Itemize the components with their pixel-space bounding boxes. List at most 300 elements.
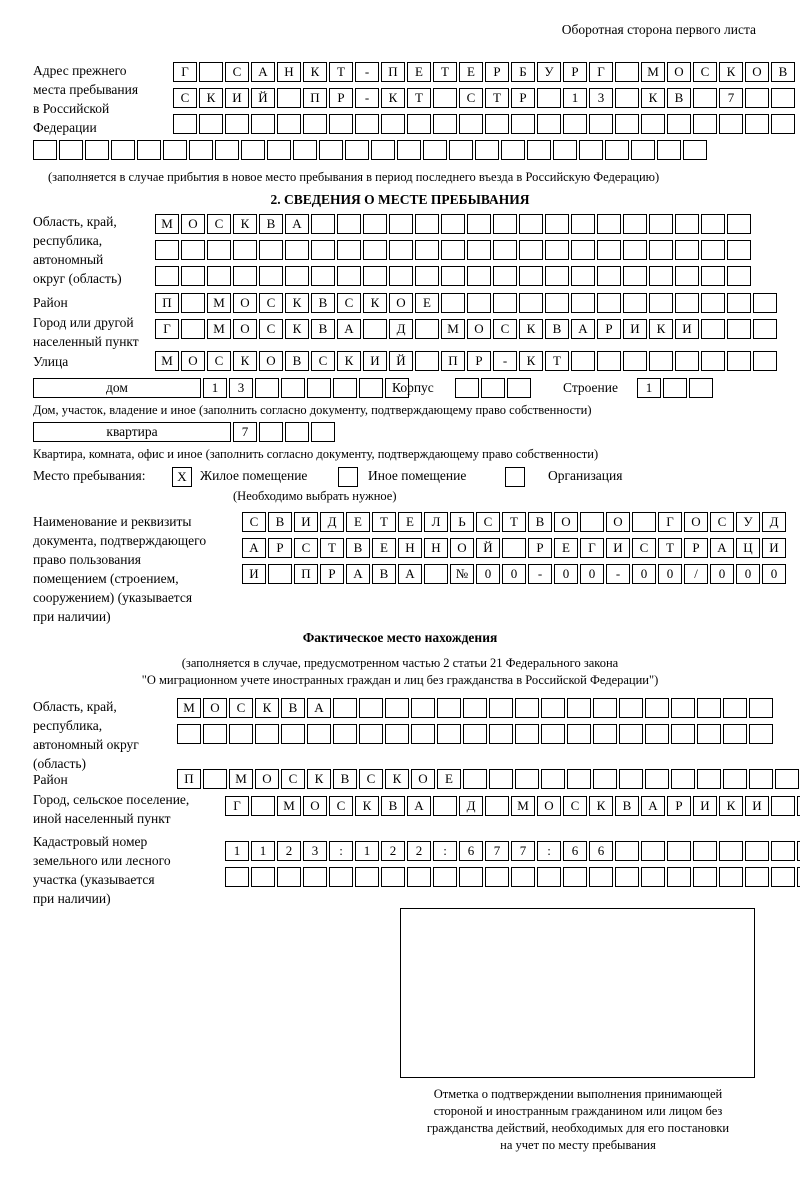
char-cell[interactable]: Р bbox=[528, 538, 552, 558]
char-cell[interactable] bbox=[697, 769, 721, 789]
place-type-checkbox-other[interactable] bbox=[338, 467, 358, 487]
char-cell[interactable]: В bbox=[268, 512, 292, 532]
house-cells[interactable] bbox=[203, 378, 409, 398]
char-cell[interactable]: Р bbox=[511, 88, 535, 108]
char-cell[interactable]: Ь bbox=[450, 512, 474, 532]
char-cell[interactable]: Г bbox=[589, 62, 613, 82]
char-cell[interactable]: С bbox=[693, 62, 717, 82]
char-cell[interactable]: И bbox=[363, 351, 387, 371]
char-cell[interactable]: О bbox=[181, 351, 205, 371]
char-cell[interactable]: 0 bbox=[580, 564, 604, 584]
char-cell[interactable] bbox=[641, 841, 665, 861]
char-cell[interactable]: А bbox=[346, 564, 370, 584]
char-cell[interactable] bbox=[181, 240, 205, 260]
char-cell[interactable]: О bbox=[181, 214, 205, 234]
char-cell[interactable] bbox=[199, 62, 223, 82]
char-cell[interactable] bbox=[623, 214, 647, 234]
char-cell[interactable]: - bbox=[606, 564, 630, 584]
char-cell[interactable] bbox=[415, 266, 439, 286]
section2-region-row-2[interactable] bbox=[155, 240, 751, 260]
char-cell[interactable] bbox=[303, 867, 327, 887]
char-cell[interactable]: О bbox=[537, 796, 561, 816]
char-cell[interactable]: О bbox=[684, 512, 708, 532]
char-cell[interactable]: № bbox=[450, 564, 474, 584]
char-cell[interactable] bbox=[433, 867, 457, 887]
char-cell[interactable] bbox=[545, 214, 569, 234]
char-cell[interactable] bbox=[515, 769, 539, 789]
char-cell[interactable]: О bbox=[203, 698, 227, 718]
char-cell[interactable] bbox=[649, 240, 673, 260]
char-cell[interactable]: 1 bbox=[355, 841, 379, 861]
char-cell[interactable]: - bbox=[528, 564, 552, 584]
char-cell[interactable] bbox=[181, 266, 205, 286]
char-cell[interactable] bbox=[285, 240, 309, 260]
char-cell[interactable] bbox=[519, 240, 543, 260]
char-cell[interactable]: Н bbox=[398, 538, 422, 558]
char-cell[interactable] bbox=[307, 724, 331, 744]
char-cell[interactable] bbox=[619, 724, 643, 744]
char-cell[interactable]: К bbox=[363, 293, 387, 313]
char-cell[interactable]: И bbox=[225, 88, 249, 108]
char-cell[interactable]: О bbox=[259, 351, 283, 371]
char-cell[interactable]: 1 bbox=[563, 88, 587, 108]
char-cell[interactable] bbox=[641, 114, 665, 134]
char-cell[interactable]: - bbox=[355, 88, 379, 108]
char-cell[interactable]: Е bbox=[346, 512, 370, 532]
char-cell[interactable]: Т bbox=[545, 351, 569, 371]
char-cell[interactable] bbox=[337, 266, 361, 286]
char-cell[interactable]: О bbox=[389, 293, 413, 313]
char-cell[interactable] bbox=[745, 867, 769, 887]
char-cell[interactable] bbox=[615, 88, 639, 108]
char-cell[interactable]: Д bbox=[459, 796, 483, 816]
char-cell[interactable] bbox=[519, 266, 543, 286]
char-cell[interactable]: П bbox=[441, 351, 465, 371]
char-cell[interactable] bbox=[337, 214, 361, 234]
char-cell[interactable] bbox=[675, 240, 699, 260]
char-cell[interactable] bbox=[623, 351, 647, 371]
char-cell[interactable]: Д bbox=[320, 512, 344, 532]
char-cell[interactable]: В bbox=[667, 88, 691, 108]
char-cell[interactable] bbox=[579, 140, 603, 160]
char-cell[interactable]: В bbox=[528, 512, 552, 532]
char-cell[interactable] bbox=[745, 88, 769, 108]
char-cell[interactable] bbox=[433, 114, 457, 134]
char-cell[interactable] bbox=[467, 240, 491, 260]
char-cell[interactable] bbox=[281, 378, 305, 398]
char-cell[interactable] bbox=[493, 293, 517, 313]
char-cell[interactable]: 0 bbox=[476, 564, 500, 584]
char-cell[interactable] bbox=[545, 266, 569, 286]
char-cell[interactable]: Р bbox=[563, 62, 587, 82]
char-cell[interactable] bbox=[233, 240, 257, 260]
char-cell[interactable] bbox=[259, 240, 283, 260]
char-cell[interactable] bbox=[753, 351, 777, 371]
char-cell[interactable]: Т bbox=[485, 88, 509, 108]
char-cell[interactable]: С bbox=[281, 769, 305, 789]
char-cell[interactable]: М bbox=[229, 769, 253, 789]
char-cell[interactable] bbox=[745, 841, 769, 861]
char-cell[interactable] bbox=[701, 319, 725, 339]
char-cell[interactable] bbox=[459, 114, 483, 134]
char-cell[interactable] bbox=[541, 724, 565, 744]
char-cell[interactable] bbox=[537, 114, 561, 134]
char-cell[interactable] bbox=[155, 266, 179, 286]
char-cell[interactable] bbox=[693, 867, 717, 887]
char-cell[interactable]: 7 bbox=[719, 88, 743, 108]
char-cell[interactable]: О bbox=[606, 512, 630, 532]
char-cell[interactable]: С bbox=[710, 512, 734, 532]
char-cell[interactable] bbox=[649, 293, 673, 313]
char-cell[interactable] bbox=[519, 214, 543, 234]
char-cell[interactable]: 1 bbox=[225, 841, 249, 861]
char-cell[interactable] bbox=[771, 867, 795, 887]
char-cell[interactable]: А bbox=[571, 319, 595, 339]
char-cell[interactable]: В bbox=[771, 62, 795, 82]
char-cell[interactable]: Р bbox=[684, 538, 708, 558]
char-cell[interactable] bbox=[489, 769, 513, 789]
char-cell[interactable] bbox=[363, 319, 387, 339]
char-cell[interactable] bbox=[501, 140, 525, 160]
char-cell[interactable] bbox=[645, 769, 669, 789]
char-cell[interactable]: 0 bbox=[658, 564, 682, 584]
char-cell[interactable] bbox=[563, 114, 587, 134]
char-cell[interactable] bbox=[411, 724, 435, 744]
char-cell[interactable] bbox=[173, 114, 197, 134]
char-cell[interactable] bbox=[207, 240, 231, 260]
char-cell[interactable] bbox=[441, 240, 465, 260]
char-cell[interactable]: К bbox=[285, 319, 309, 339]
char-cell[interactable] bbox=[619, 698, 643, 718]
char-cell[interactable] bbox=[693, 88, 717, 108]
char-cell[interactable]: К bbox=[519, 351, 543, 371]
char-cell[interactable] bbox=[467, 266, 491, 286]
char-cell[interactable]: Д bbox=[389, 319, 413, 339]
char-cell[interactable]: С bbox=[242, 512, 266, 532]
char-cell[interactable] bbox=[415, 351, 439, 371]
char-cell[interactable] bbox=[251, 114, 275, 134]
char-cell[interactable] bbox=[33, 140, 57, 160]
char-cell[interactable]: И bbox=[294, 512, 318, 532]
section2-street-row[interactable] bbox=[155, 351, 777, 371]
char-cell[interactable] bbox=[645, 724, 669, 744]
char-cell[interactable] bbox=[623, 240, 647, 260]
char-cell[interactable] bbox=[502, 538, 526, 558]
char-cell[interactable] bbox=[311, 240, 335, 260]
char-cell[interactable]: Е bbox=[398, 512, 422, 532]
char-cell[interactable]: Й bbox=[389, 351, 413, 371]
char-cell[interactable]: 1 bbox=[251, 841, 275, 861]
char-cell[interactable]: М bbox=[511, 796, 535, 816]
char-cell[interactable]: О bbox=[667, 62, 691, 82]
char-cell[interactable]: : bbox=[537, 841, 561, 861]
char-cell[interactable] bbox=[311, 266, 335, 286]
char-cell[interactable] bbox=[203, 769, 227, 789]
char-cell[interactable]: Т bbox=[320, 538, 344, 558]
char-cell[interactable]: Г bbox=[225, 796, 249, 816]
char-cell[interactable] bbox=[537, 88, 561, 108]
char-cell[interactable] bbox=[593, 724, 617, 744]
char-cell[interactable] bbox=[407, 114, 431, 134]
char-cell[interactable] bbox=[163, 140, 187, 160]
char-cell[interactable] bbox=[359, 724, 383, 744]
char-cell[interactable] bbox=[511, 867, 535, 887]
char-cell[interactable] bbox=[319, 140, 343, 160]
char-cell[interactable] bbox=[589, 114, 613, 134]
char-cell[interactable]: М bbox=[641, 62, 665, 82]
char-cell[interactable]: А bbox=[242, 538, 266, 558]
char-cell[interactable] bbox=[255, 378, 279, 398]
char-cell[interactable] bbox=[667, 841, 691, 861]
char-cell[interactable] bbox=[311, 214, 335, 234]
char-cell[interactable] bbox=[441, 266, 465, 286]
char-cell[interactable]: К bbox=[233, 351, 257, 371]
char-cell[interactable] bbox=[745, 114, 769, 134]
char-cell[interactable] bbox=[693, 841, 717, 861]
char-cell[interactable] bbox=[285, 422, 309, 442]
section2-city-row[interactable] bbox=[155, 319, 777, 339]
char-cell[interactable] bbox=[719, 867, 743, 887]
char-cell[interactable]: А bbox=[337, 319, 361, 339]
char-cell[interactable] bbox=[623, 266, 647, 286]
char-cell[interactable]: Т bbox=[407, 88, 431, 108]
char-cell[interactable]: 7 bbox=[485, 841, 509, 861]
char-cell[interactable]: : bbox=[433, 841, 457, 861]
char-cell[interactable]: О bbox=[450, 538, 474, 558]
char-cell[interactable]: С bbox=[459, 88, 483, 108]
char-cell[interactable] bbox=[507, 378, 531, 398]
char-cell[interactable] bbox=[675, 351, 699, 371]
char-cell[interactable]: О bbox=[467, 319, 491, 339]
char-cell[interactable] bbox=[251, 796, 275, 816]
char-cell[interactable]: 1 bbox=[637, 378, 661, 398]
char-cell[interactable]: П bbox=[177, 769, 201, 789]
char-cell[interactable]: И bbox=[693, 796, 717, 816]
char-cell[interactable] bbox=[259, 422, 283, 442]
char-cell[interactable] bbox=[359, 698, 383, 718]
char-cell[interactable] bbox=[553, 140, 577, 160]
char-cell[interactable] bbox=[771, 841, 795, 861]
char-cell[interactable] bbox=[567, 698, 591, 718]
section2-region-row-1[interactable] bbox=[155, 214, 751, 234]
char-cell[interactable] bbox=[277, 867, 301, 887]
char-cell[interactable]: С bbox=[294, 538, 318, 558]
char-cell[interactable]: В bbox=[346, 538, 370, 558]
char-cell[interactable] bbox=[385, 724, 409, 744]
char-cell[interactable]: Е bbox=[554, 538, 578, 558]
char-cell[interactable] bbox=[363, 266, 387, 286]
char-cell[interactable] bbox=[493, 214, 517, 234]
char-cell[interactable] bbox=[59, 140, 83, 160]
char-cell[interactable] bbox=[333, 724, 357, 744]
char-cell[interactable]: 0 bbox=[502, 564, 526, 584]
char-cell[interactable]: И bbox=[745, 796, 769, 816]
char-cell[interactable] bbox=[701, 266, 725, 286]
char-cell[interactable] bbox=[675, 214, 699, 234]
char-cell[interactable] bbox=[701, 214, 725, 234]
char-cell[interactable] bbox=[411, 698, 435, 718]
char-cell[interactable]: 2 bbox=[407, 841, 431, 861]
char-cell[interactable]: С bbox=[337, 293, 361, 313]
stroenie-cells[interactable] bbox=[637, 378, 713, 398]
char-cell[interactable]: 0 bbox=[736, 564, 760, 584]
char-cell[interactable] bbox=[701, 293, 725, 313]
char-cell[interactable] bbox=[281, 724, 305, 744]
char-cell[interactable]: О bbox=[255, 769, 279, 789]
actual-city-row[interactable] bbox=[225, 796, 800, 816]
char-cell[interactable]: Н bbox=[424, 538, 448, 558]
char-cell[interactable]: К bbox=[719, 796, 743, 816]
char-cell[interactable]: К bbox=[589, 796, 613, 816]
char-cell[interactable]: Г bbox=[155, 319, 179, 339]
char-cell[interactable]: В bbox=[381, 796, 405, 816]
actual-region-row-2[interactable] bbox=[177, 724, 773, 744]
char-cell[interactable] bbox=[641, 867, 665, 887]
char-cell[interactable]: М bbox=[277, 796, 301, 816]
char-cell[interactable] bbox=[727, 240, 751, 260]
char-cell[interactable]: Е bbox=[407, 62, 431, 82]
prev-address-row-2[interactable] bbox=[173, 88, 795, 108]
char-cell[interactable] bbox=[675, 266, 699, 286]
char-cell[interactable]: К bbox=[519, 319, 543, 339]
char-cell[interactable]: С bbox=[476, 512, 500, 532]
char-cell[interactable]: 0 bbox=[554, 564, 578, 584]
char-cell[interactable]: О bbox=[411, 769, 435, 789]
char-cell[interactable]: В bbox=[311, 319, 335, 339]
place-type-checkbox-residential[interactable]: X bbox=[172, 467, 192, 487]
char-cell[interactable] bbox=[177, 724, 201, 744]
char-cell[interactable] bbox=[667, 114, 691, 134]
char-cell[interactable] bbox=[649, 351, 673, 371]
char-cell[interactable]: М bbox=[207, 293, 231, 313]
document-row-1[interactable] bbox=[242, 512, 786, 532]
char-cell[interactable] bbox=[649, 266, 673, 286]
char-cell[interactable]: А bbox=[285, 214, 309, 234]
char-cell[interactable] bbox=[649, 214, 673, 234]
char-cell[interactable] bbox=[449, 140, 473, 160]
char-cell[interactable] bbox=[424, 564, 448, 584]
char-cell[interactable] bbox=[671, 769, 695, 789]
char-cell[interactable]: У bbox=[736, 512, 760, 532]
place-type-checkbox-organization[interactable] bbox=[505, 467, 525, 487]
char-cell[interactable] bbox=[723, 769, 747, 789]
char-cell[interactable]: Е bbox=[459, 62, 483, 82]
char-cell[interactable]: У bbox=[537, 62, 561, 82]
char-cell[interactable] bbox=[697, 724, 721, 744]
char-cell[interactable] bbox=[463, 769, 487, 789]
char-cell[interactable]: Т bbox=[372, 512, 396, 532]
char-cell[interactable] bbox=[241, 140, 265, 160]
char-cell[interactable] bbox=[727, 319, 751, 339]
char-cell[interactable] bbox=[563, 867, 587, 887]
char-cell[interactable]: 6 bbox=[563, 841, 587, 861]
char-cell[interactable] bbox=[723, 724, 747, 744]
char-cell[interactable] bbox=[303, 114, 327, 134]
char-cell[interactable] bbox=[485, 867, 509, 887]
char-cell[interactable]: Й bbox=[251, 88, 275, 108]
char-cell[interactable] bbox=[397, 140, 421, 160]
char-cell[interactable]: П bbox=[155, 293, 179, 313]
section2-region-row-3[interactable] bbox=[155, 266, 751, 286]
char-cell[interactable]: Р bbox=[597, 319, 621, 339]
char-cell[interactable] bbox=[268, 564, 292, 584]
char-cell[interactable]: С bbox=[173, 88, 197, 108]
char-cell[interactable] bbox=[307, 378, 331, 398]
char-cell[interactable] bbox=[493, 240, 517, 260]
char-cell[interactable]: С bbox=[229, 698, 253, 718]
document-row-3[interactable] bbox=[242, 564, 786, 584]
char-cell[interactable]: - bbox=[355, 62, 379, 82]
char-cell[interactable] bbox=[225, 114, 249, 134]
char-cell[interactable] bbox=[593, 698, 617, 718]
char-cell[interactable]: П bbox=[381, 62, 405, 82]
char-cell[interactable]: Г bbox=[580, 538, 604, 558]
char-cell[interactable] bbox=[489, 724, 513, 744]
actual-district-row[interactable] bbox=[177, 769, 799, 789]
char-cell[interactable]: О bbox=[303, 796, 327, 816]
char-cell[interactable]: С bbox=[207, 351, 231, 371]
char-cell[interactable]: Г bbox=[658, 512, 682, 532]
char-cell[interactable] bbox=[675, 293, 699, 313]
char-cell[interactable] bbox=[389, 214, 413, 234]
char-cell[interactable]: А bbox=[407, 796, 431, 816]
char-cell[interactable]: В bbox=[333, 769, 357, 789]
char-cell[interactable] bbox=[277, 88, 301, 108]
char-cell[interactable] bbox=[615, 841, 639, 861]
char-cell[interactable] bbox=[749, 769, 773, 789]
char-cell[interactable] bbox=[329, 867, 353, 887]
char-cell[interactable] bbox=[571, 351, 595, 371]
char-cell[interactable] bbox=[619, 769, 643, 789]
char-cell[interactable] bbox=[597, 240, 621, 260]
char-cell[interactable] bbox=[689, 378, 713, 398]
char-cell[interactable]: Р bbox=[467, 351, 491, 371]
char-cell[interactable]: М bbox=[155, 214, 179, 234]
char-cell[interactable]: И bbox=[242, 564, 266, 584]
cadastral-row-2[interactable] bbox=[225, 867, 800, 887]
char-cell[interactable] bbox=[423, 140, 447, 160]
actual-region-row-1[interactable] bbox=[177, 698, 773, 718]
char-cell[interactable] bbox=[441, 214, 465, 234]
char-cell[interactable] bbox=[467, 214, 491, 234]
char-cell[interactable]: И bbox=[675, 319, 699, 339]
char-cell[interactable]: В bbox=[615, 796, 639, 816]
char-cell[interactable] bbox=[511, 114, 535, 134]
char-cell[interactable] bbox=[597, 266, 621, 286]
char-cell[interactable] bbox=[727, 266, 751, 286]
korpus-cells[interactable] bbox=[455, 378, 531, 398]
char-cell[interactable] bbox=[631, 140, 655, 160]
char-cell[interactable]: Л bbox=[424, 512, 448, 532]
char-cell[interactable]: К bbox=[307, 769, 331, 789]
char-cell[interactable] bbox=[645, 698, 669, 718]
char-cell[interactable] bbox=[749, 698, 773, 718]
char-cell[interactable] bbox=[485, 114, 509, 134]
char-cell[interactable]: - bbox=[493, 351, 517, 371]
char-cell[interactable] bbox=[311, 422, 335, 442]
section2-district-row[interactable] bbox=[155, 293, 777, 313]
char-cell[interactable]: Б bbox=[511, 62, 535, 82]
char-cell[interactable] bbox=[415, 319, 439, 339]
char-cell[interactable] bbox=[371, 140, 395, 160]
char-cell[interactable] bbox=[615, 114, 639, 134]
char-cell[interactable]: Р bbox=[268, 538, 292, 558]
char-cell[interactable]: С bbox=[259, 319, 283, 339]
char-cell[interactable]: : bbox=[329, 841, 353, 861]
char-cell[interactable]: Е bbox=[372, 538, 396, 558]
char-cell[interactable] bbox=[657, 140, 681, 160]
char-cell[interactable]: В bbox=[311, 293, 335, 313]
